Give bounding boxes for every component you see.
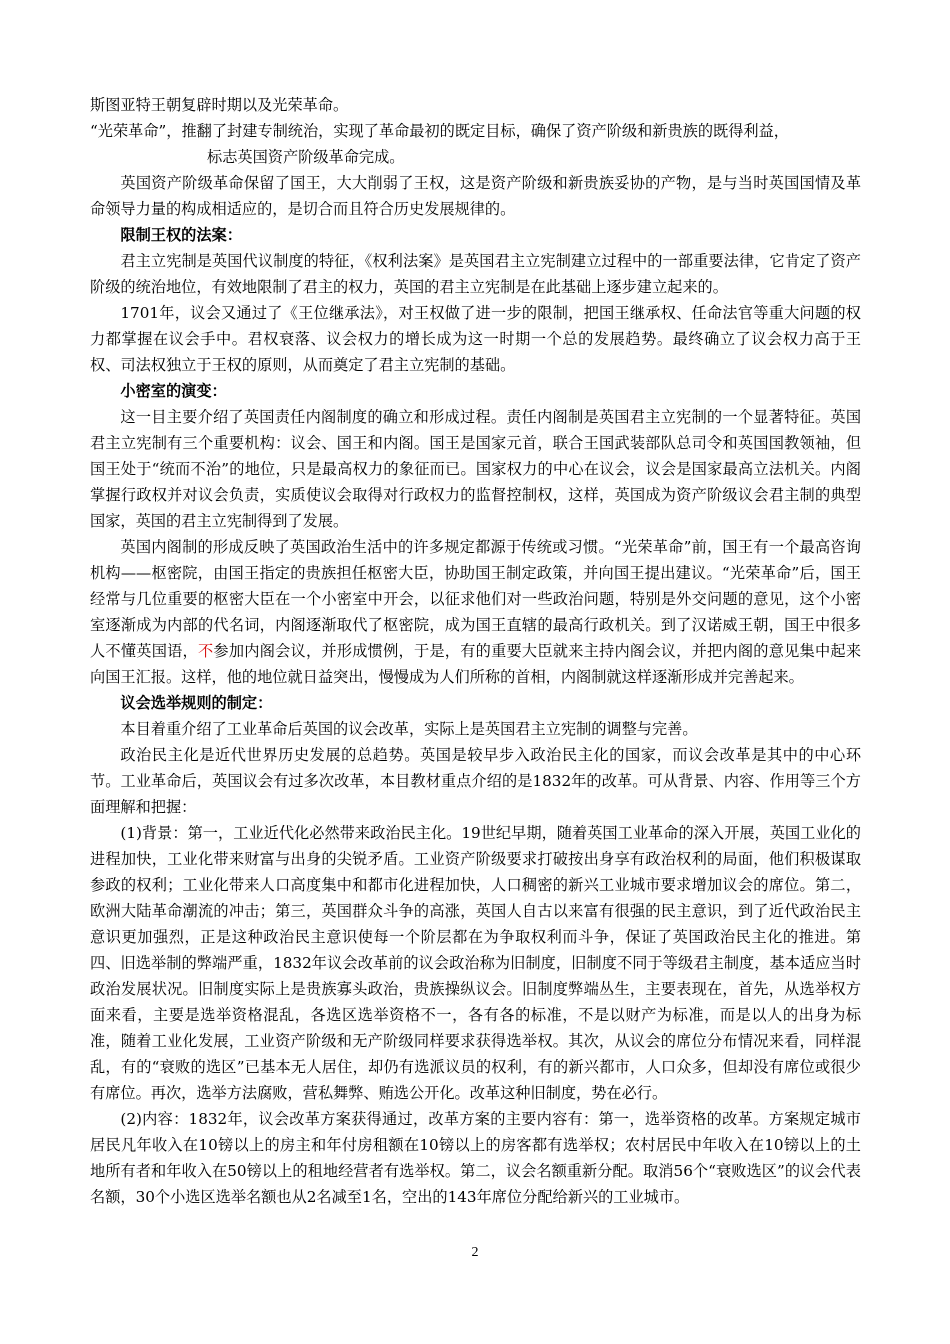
paragraph-cabinet-system: 这一目主要介绍了英国责任内阁制度的确立和形成过程。责任内阁制是英国君主立宪制的一个显著特征。英国君主立宪制有三个重要机构：议会、国王和内阁。国王是国家元首，联合王国武装部队总司令和英国国教领袖，但国王处于“统而不治”的地位，只是最高权力的象征而已。国家权力的中心在议会，议会是国家最高立法机关。内阁掌握行政权并对议会负责，实质使议会取得对行政权力的监督控制权，这样，英国成为资产阶级议会君主制的典型国家，英国的君主立宪制得到了发展。 [90, 408, 861, 530]
paragraph-continuation: 斯图亚特王朝复辟时期以及光荣革命。 [90, 96, 349, 114]
section-heading-bill-of-rights: 限制王权的法案： [120, 226, 242, 244]
cabinet-origin-text-a: 英国内阁制的形成反映了英国政治生活中的许多规定都源于传统或习惯。“光荣革命”前，国王有一个最高咨询机构——枢密院，由国王指定的贵族担任枢密大臣，协助国王制定政策，并向国王提出建议。“光荣革命”后，国王经常与几位重要的枢密大臣在一个小密室中开会，以征求他们对一些政治问题，特别是外交问题的意见，这个小密室逐渐成为内部的代名词，内阁逐渐取代了枢密院，成为国王直辖的最高行政机关。到了汉诺威王朝，国王中很多人不懂英国语， [90, 538, 861, 660]
cabinet-origin-text-b: 参加内阁会议，并形成惯例，于是，有的重要大臣就来主持内阁会议，并把内阁的意见集中起来向国王汇报。这样，他的地位就日益突出，慢慢成为人们所称的首相，内阁制就这样逐渐形成并完善起来。 [90, 642, 862, 686]
paragraph-content: (2)内容：1832年，议会改革方案获得通过，改革方案的主要内容有：第一，选举资格的改革。方案规定城市居民凡年收入在10镑以上的房主和年付房租额在10镑以上的房客都有选举权；农村居民中年收入在10镑以上的土地所有者和年收入在50镑以上的租地经营者有选举权。第二，议会名额重新分配。取消56个“衰败选区”的议会代表名额，30个小选区选举名额也从2名减至1名，空出的143年席位分配给新兴的工业城市。 [90, 1110, 861, 1206]
paragraph-glorious-revolution-tail: 标志英国资产阶级革命完成。 [207, 148, 405, 166]
paragraph-act-of-settlement: 1701年，议会又通过了《王位继承法》，对王权做了进一步的限制，把国王继承权、任命法官等重大问题的权力都掌握在议会手中。君权衰落、议会权力的增长成为这一时期一个总的发展趋势。最终确立了议会权力高于王权、司法权独立于王权的原则，从而奠定了君主立宪制的基础。 [90, 304, 861, 374]
paragraph-cabinet-origin [90, 534, 861, 690]
section-heading-cabinet: 小密室的演变： [120, 382, 227, 400]
document-body [90, 92, 861, 1210]
paragraph-background: (1)背景：第一，工业近代化必然带来政治民主化。19世纪早期，随着英国工业革命的深入开展，英国工业化的进程加快，工业化带来财富与出身的尖锐矛盾。工业资产阶级要求打破按出身享有政治权利的局面，他们积极谋取参政的权利；工业化带来人口高度集中和都市化进程加快，人口稠密的新兴工业城市要求增加议会的席位。第二，欧洲大陆革命潮流的冲击；第三，英国群众斗争的高涨，英国人自古以来富有很强的民主意识，到了近代政治民主意识更加强烈，正是这种政治民主意识使每一个阶层都在为争取权利而斗争，保证了英国政治民主化的推进。第四、旧选举制的弊端严重，1832年议会改革前的议会政治称为旧制度，旧制度不同于等级君主制度，基本适应当时政治发展状况。旧制度实际上是贵族寡头政治，贵族操纵议会。旧制度弊端丛生，主要表现在，首先，从选举权方面来看，主要是选举资格混乱，各选区选举资格不一，各有各的标准，不是以财产为标准，而是以人的出身为标准，随着工业化发展，工业资产阶级和无产阶级同样要求获得选举权。其次，从议会的席位分布情况来看，同样混乱，有的“衰败的选区”已基本无人居住，却仍有选派议员的权利，有的新兴都市，人口众多，但却没有席位或很少有席位。再次，选举方法腐败，营私舞弊、贿选公开化。改革这种旧制度，势在必行。 [90, 824, 861, 1102]
page-number: 2 [471, 1245, 479, 1260]
paragraph-democratization: 政治民主化是近代世界历史发展的总趋势。英国是较早步入政治民主化的国家，而议会改革是其中的中心环节。工业革命后，英国议会有过多次改革，本目教材重点介绍的是1832年的改革。可从背景、内容、作用等三个方面理解和把握： [90, 746, 861, 816]
paragraph-compromise: 英国资产阶级革命保留了国王，大大削弱了王权，这是资产阶级和新贵族妥协的产物，是与当时英国国情及革命领导力量的构成相适应的，是切合而且符合历史发展规律的。 [90, 174, 861, 218]
paragraph-bill-of-rights: 君主立宪制是英国代议制度的特征，《权利法案》是英国君主立宪制建立过程中的一部重要法律，它肯定了资产阶级的统治地位，有效地限制了君主的权力，英国的君主立宪制是在此基础上逐步建立起来的。 [90, 252, 861, 296]
section-heading-election-rules: 议会选举规则的制定： [120, 694, 273, 712]
paragraph-glorious-revolution: “光荣革命”，推翻了封建专制统治，实现了革命最初的既定目标，确保了资产阶级和新贵族的既得利益， [90, 122, 789, 140]
paragraph-reform-intro: 本目着重介绍了工业革命后英国的议会改革，实际上是英国君主立宪制的调整与完善。 [120, 720, 698, 738]
highlighted-character: 不 [197, 642, 214, 660]
